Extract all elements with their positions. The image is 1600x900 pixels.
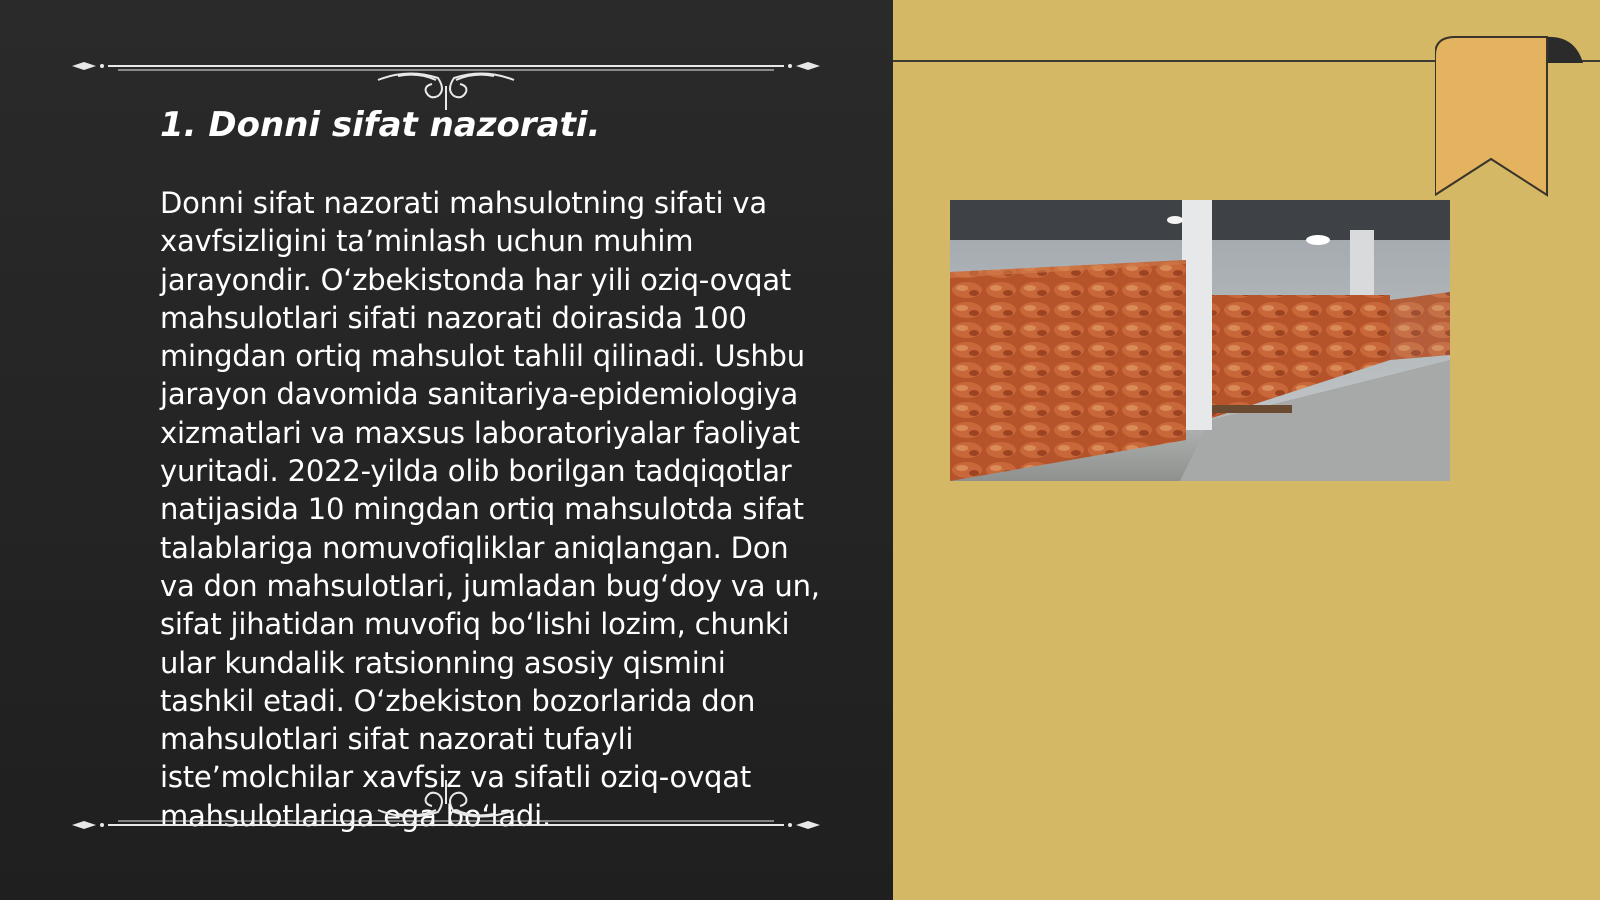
slide-body-text: Donni sifat nazorati mahsulotning sifati va xavfsizligini ta’minlash uchun muhim jarayondir. O‘zbekistonda har yili oziq-ovqat mahsulotlari sifati nazorati doirasida 100 mingdan ortiq mahsulot tahlil qilinadi. Ushbu jarayon davomida sanitariya-epidemiologiya xizmatlari va maxsus laboratoriyalar faoliyat yuritadi. 2022-yilda olib borilgan tadqiqotlar natijasida 10 mingdan ortiq mahsulotda sifat talablariga nomuvofiqliklar aniqlangan. Don va don mahsulotlari, jumladan bug‘doy va un, sifat jihatidan muvofiq bo‘lishi lozim, chunki ular kundalik ratsionning asosiy qismini tashkil etadi. O‘zbekiston bozorlarida don mahsulotlari sifat nazorati tufayli iste’molchilar xavfsiz va sifatli oziq-ovqat mahsulotlariga ega bo‘ladi. [160,186,820,833]
slide-title: 1. Donni sifat nazorati. [160,105,601,145]
bottom-ornament [68,780,824,840]
bookmark-ribbon-icon [1435,35,1585,200]
warehouse-photo [950,200,1450,481]
top-ornament [68,50,824,110]
